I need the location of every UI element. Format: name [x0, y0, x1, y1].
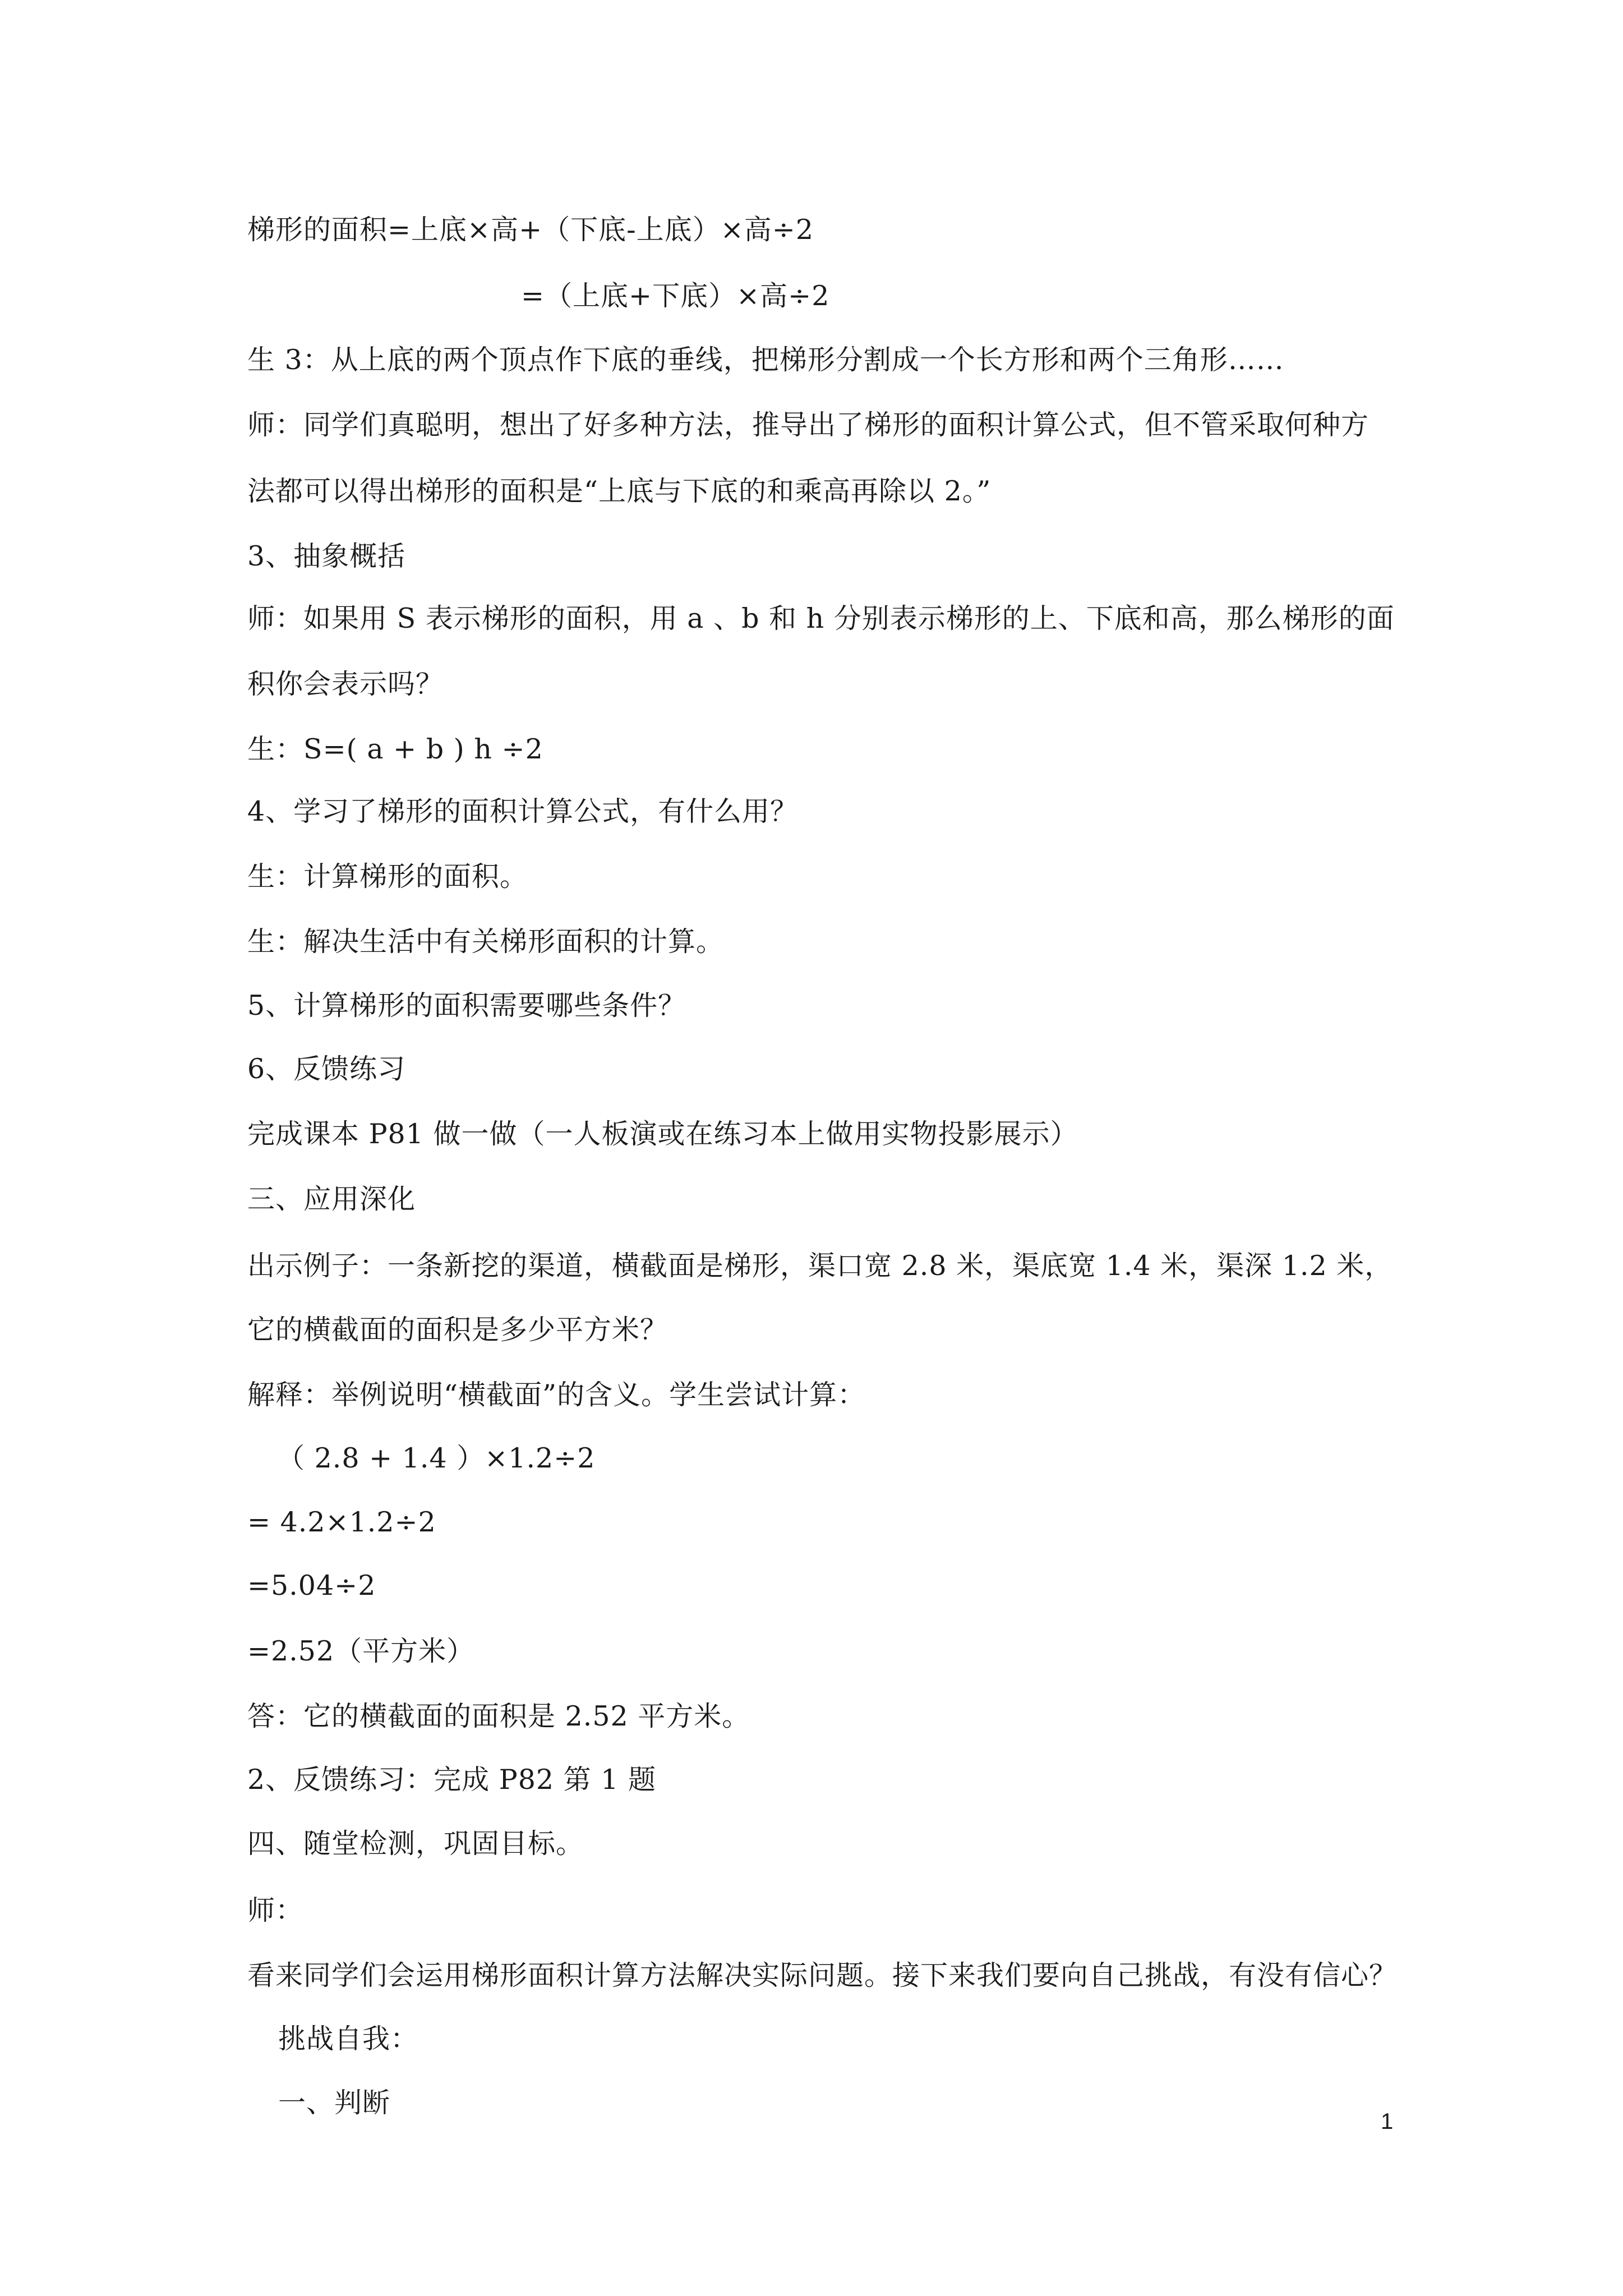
text-line: 生：解决生活中有关梯形面积的计算。 [247, 926, 725, 958]
text-line: 6、反馈练习 [247, 1053, 406, 1085]
text-line: 师： [247, 1894, 304, 1926]
text-line: （ 2.8 + 1.4 ）×1.2÷2 [277, 1442, 596, 1474]
text-line: 师：同学们真聪明，想出了好多种方法，推导出了梯形的面积计算公式，但不管采取何种方 [247, 409, 1370, 441]
text-line: =5.04÷2 [247, 1570, 376, 1602]
text-line: =（上底+下底）×高÷2 [521, 280, 830, 312]
text-line: 一、判断 [278, 2087, 391, 2119]
text-line: = 4.2×1.2÷2 [247, 1506, 436, 1538]
text-line: 完成课本 P81 做一做（一人板演或在练习本上做用实物投影展示） [247, 1118, 1078, 1150]
text-line: 它的横截面的面积是多少平方米？ [247, 1314, 668, 1346]
text-line: 出示例子：一条新挖的渠道，横截面是梯形，渠口宽 2.8 米，渠底宽 1.4 米，渠深 1.2 米， [247, 1250, 1393, 1282]
text-line: 法都可以得出梯形的面积是“上底与下底的和乘高再除以 2。” [247, 475, 992, 507]
text-line: 5、计算梯形的面积需要哪些条件？ [247, 990, 686, 1022]
text-line: 师：如果用 S 表示梯形的面积，用 a 、b 和 h 分别表示梯形的上、下底和高，那么梯形的面 [247, 602, 1395, 634]
text-line: 挑战自我： [278, 2023, 419, 2055]
text-line: 积你会表示吗？ [247, 668, 444, 700]
text-line: 生：计算梯形的面积。 [247, 861, 528, 892]
text-line: 3、抽象概括 [247, 540, 406, 572]
text-line: 生：S=( a + b ) h ÷2 [247, 733, 543, 765]
text-line: 4、学习了梯形的面积计算公式，有什么用？ [247, 795, 799, 827]
text-line: 答：它的横截面的面积是 2.52 平方米。 [247, 1700, 750, 1732]
text-line: 三、应用深化 [247, 1183, 416, 1215]
text-line: 生 3：从上底的两个顶点作下底的垂线，把梯形分割成一个长方形和两个三角形…… [247, 344, 1284, 376]
page-number: 1 [1381, 2109, 1394, 2134]
text-line: 梯形的面积=上底×高+（下底-上底）×高÷2 [247, 214, 814, 246]
text-line: 四、随堂检测，巩固目标。 [247, 1828, 584, 1860]
text-line: 看来同学们会运用梯形面积计算方法解决实际问题。接下来我们要向自己挑战，有没有信心？ [247, 1959, 1398, 1991]
text-line: 解释：举例说明“横截面”的含义。学生尝试计算： [247, 1379, 866, 1411]
text-line: 2、反馈练习：完成 P82 第 1 题 [247, 1764, 656, 1796]
text-line: =2.52（平方米） [247, 1635, 475, 1667]
